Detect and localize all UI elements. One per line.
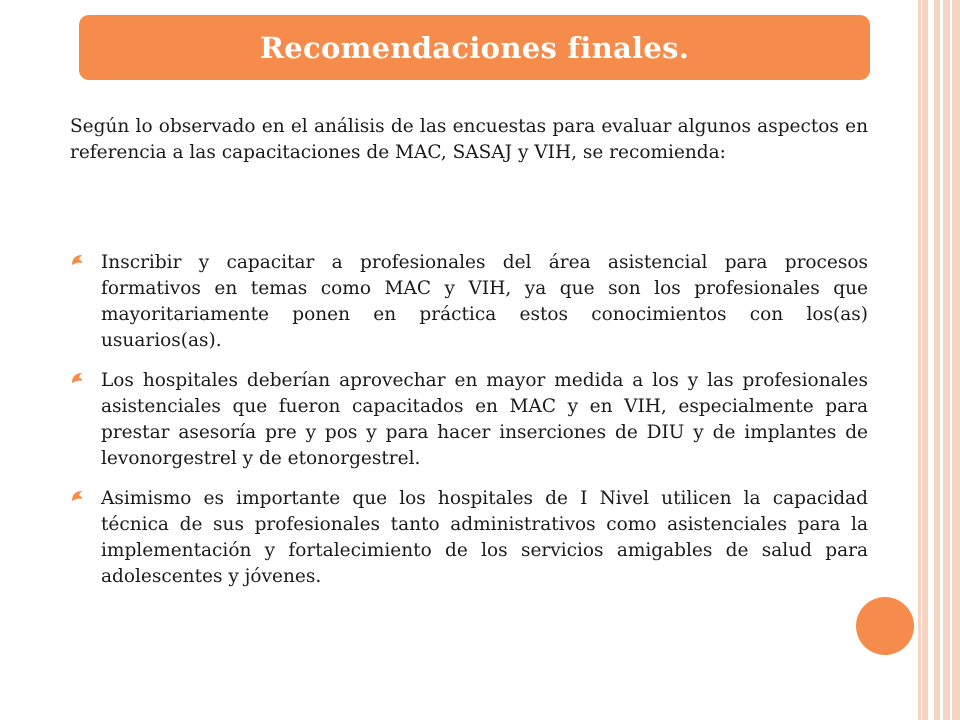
curl-bullet-icon: [70, 489, 84, 503]
list-item-text: Asimismo es importante que los hospitales de I Nivel utilicen la capacidad técnica de sus profesionales tanto administrativos como asistenciales para la implementación y fortalecimiento de los servicios amigables de salud para adolescentes y jóvenes.: [101, 488, 868, 587]
decorative-circle: [856, 597, 914, 655]
list-item: [70, 368, 868, 472]
decorative-stripe-line: [940, 0, 943, 720]
title-bar: [79, 15, 870, 80]
curl-bullet-icon: [70, 371, 84, 385]
decorative-stripe-line: [950, 0, 952, 720]
list-item: [70, 486, 868, 590]
list-item-text: Los hospitales deberían aprovechar en mayor medida a los y las profesionales asistenciales que fueron capacitados en MAC y en VIH, especialmente para prestar asesoría pre y pos y para hacer inserciones de DIU y de implantes de levonorgestrel y de etonorgestrel.: [101, 370, 868, 469]
curl-bullet-icon: [70, 253, 84, 267]
decorative-stripe: [918, 0, 960, 720]
recommendation-list: [70, 250, 868, 604]
list-item: [70, 250, 868, 354]
list-item-text: Inscribir y capacitar a profesionales del área asistencial para procesos formativos en temas como MAC y VIH, ya que son los profesionales que mayoritariamente ponen en práctica estos conocimientos con los(as) usuarios(as).: [101, 252, 868, 351]
slide-title: Recomendaciones finales.: [259, 30, 690, 65]
decorative-stripe-line: [921, 0, 922, 720]
decorative-stripe-line: [928, 0, 934, 720]
intro-paragraph: Según lo observado en el análisis de las encuestas para evaluar algunos aspectos en referencia a las capacitaciones de MAC, SASAJ y VIH, se recomienda:: [70, 116, 868, 163]
